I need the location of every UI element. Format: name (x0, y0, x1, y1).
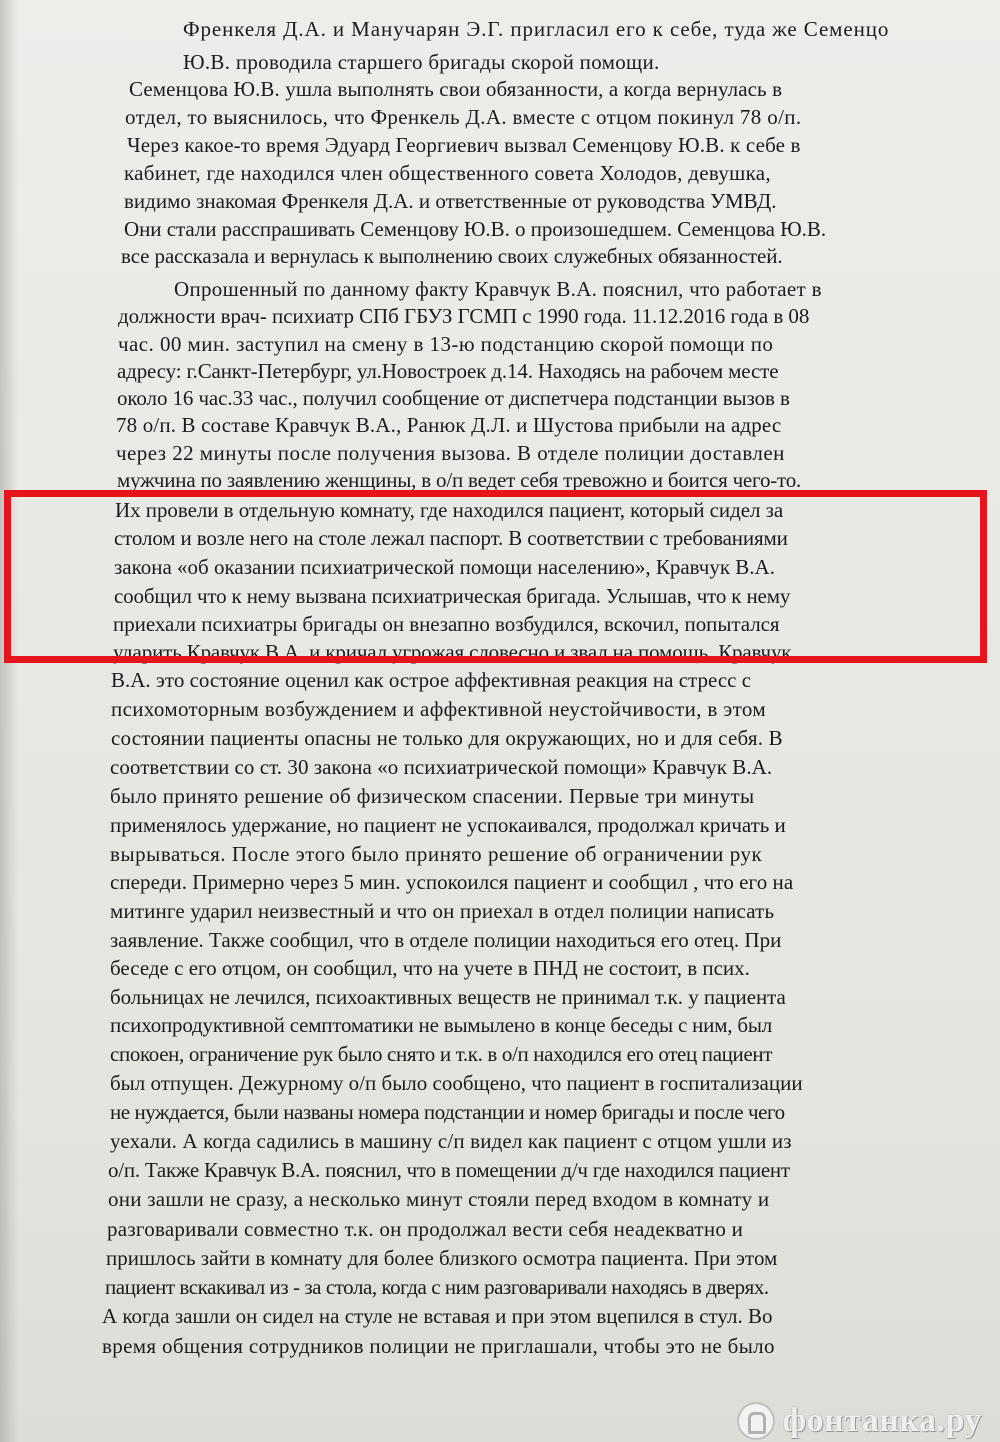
text-line: все рассказала и вернулась к выполнению своих служебных обязанностей. (121, 244, 783, 268)
text-line: спереди. Примерно через 5 мин. успокоился пациент и сообщил , что его на (110, 870, 794, 894)
text-line: было принято решение об физическом спасении. Первые три минуты (110, 784, 755, 808)
text-line: видимо знакомая Френкеля Д.А. и ответственные от руководства УМВД. (124, 189, 777, 213)
text-line: беседе с его отцом, он сообщил, что на учете в ПНД не состоит, в псих. (110, 956, 750, 980)
text-line: они зашли не сразу, а несколько минут стояли перед входом в комнату и (108, 1187, 770, 1211)
text-line: отдел, то выяснилось, что Френкель Д.А. вместе с отцом покинул 78 о/п. (125, 105, 802, 129)
text-line: столом и возле него на столе лежал паспорт. В соответствии с требованиями (114, 526, 788, 550)
text-line: мужчина по заявлению женщины, в о/п ведет себя тревожно и боится чего-то. (117, 468, 802, 492)
text-line: кабинет, где находился член общественного совета Холодов, девушка, (124, 161, 771, 185)
text-line: Через какое-то время Эдуард Георгиевич вызвал Семенцову Ю.В. к себе в (127, 133, 801, 157)
text-line: приехали психиатры бригады он внезапно возбудился, вскочил, попытался (113, 612, 780, 636)
text-line: должности врач- психиатр СПб ГБУЗ ГСМП с 1990 года. 11.12.2016 года в 08 (118, 304, 810, 328)
text-line: сообщил что к нему вызвана психиатрическая бригада. Услышав, что к нему (114, 584, 791, 608)
text-line: соответствии со ст. 30 закона «о психиатрической помощи» Кравчук В.А. (110, 755, 773, 779)
fontanka-logo-text: фонтанка.ру (782, 1402, 982, 1439)
fontanka-watermark (737, 1402, 982, 1440)
fontanka-logo-icon (737, 1402, 775, 1440)
text-line: больницах не лечился, психоактивных веществ не принимал т.к. у пациента (110, 985, 786, 1009)
text-line: час. 00 мин. заступил на смену в 13-ю подстанцию скорой помощи по (118, 332, 774, 356)
text-line: не нуждается, были названы номера подстанции и номер бригады и после чего (110, 1100, 785, 1124)
text-line: 78 о/п. В составе Кравчук В.А., Ранюк Д.Л. и Шустова прибыли на адрес (116, 413, 782, 437)
text-line: В.А. это состояние оценил как острое аффективная реакция на стресс с (111, 668, 752, 692)
red-highlight-box (4, 490, 987, 663)
text-line: Семенцова Ю.В. ушла выполнять свои обязанности, а когда вернулась в (129, 77, 783, 101)
text-line: ударить Кравчук В.А. и кричал угрожая словесно и звал на помощь. Кравчук (113, 640, 792, 664)
text-line: пришлось зайти в комнату для более близкого осмотра пациента. При этом (106, 1246, 778, 1270)
text-line: митинге ударил неизвестный и что он приехал в отдел полиции написать (110, 899, 775, 923)
text-line: о/п. Также Кравчук В.А. пояснил, что в помещении д/ч где находился пациент (108, 1158, 790, 1182)
text-line: уехали. А когда садились в машину с/п видел как пациент с отцом ушли из (110, 1129, 792, 1153)
text-line: психопродуктивной семптоматики не вымылено в конце беседы с ним, был (110, 1013, 773, 1037)
text-line: адресу: г.Санкт-Петербург, ул.Новостроек д.14. Находясь на рабочем месте (117, 359, 779, 383)
text-line: закона «об оказании психиатрической помощи населению», Кравчук В.А. (114, 555, 775, 579)
text-line: применялось удержание, но пациент не успокаивался, продолжал кричать и (110, 813, 786, 837)
text-line: спокоен, ограничение рук было снято и т.к. в о/п находился его отец пациент (110, 1042, 773, 1066)
text-line: психомоторным возбуждением и аффективной неустойчивости, в этом (111, 697, 766, 721)
text-line: Френкеля Д.А. и Манучарян Э.Г. пригласил его к себе, туда же Семенцо (183, 17, 890, 41)
text-line: Их провели в отдельную комнату, где находился пациент, который сидел за (115, 498, 784, 522)
text-line: вырываться. После этого было принято решение об ограничении рук (110, 842, 763, 866)
text-line: Опрошенный по данному факту Кравчук В.А. пояснил, что работает в (174, 277, 822, 301)
text-line: Ю.В. проводила старшего бригады скорой помощи. (183, 50, 660, 74)
text-line: А когда зашли он сидел на стуле не вставая и при этом вцепился в стул. Во (102, 1304, 773, 1328)
text-line: пациент вскакивал из - за стола, когда с ним разговаривали находясь в дверях. (105, 1275, 769, 1299)
text-line: был отпущен. Дежурному о/п было сообщено, что пациент в госпитализации (110, 1071, 803, 1095)
text-line: Они стали расспрашивать Семенцову Ю.В. о произошедшем. Семенцова Ю.В. (124, 217, 827, 241)
text-line: около 16 час.33 час., получил сообщение от диспетчера подстанции вызов в (117, 386, 790, 410)
text-line: время общения сотрудников полиции не приглашали, чтобы это не было (102, 1334, 775, 1358)
text-line: через 22 минуты после получения вызова. В отделе полиции доставлен (116, 441, 785, 465)
text-line: заявление. Также сообщил, что в отделе полиции находиться его отец. При (110, 928, 782, 952)
text-line: состоянии пациенты опасны не только для окружающих, но и для себя. В (111, 726, 783, 750)
text-line: разговаривали совместно т.к. он продолжал вести себя неадекватно и (107, 1217, 744, 1241)
